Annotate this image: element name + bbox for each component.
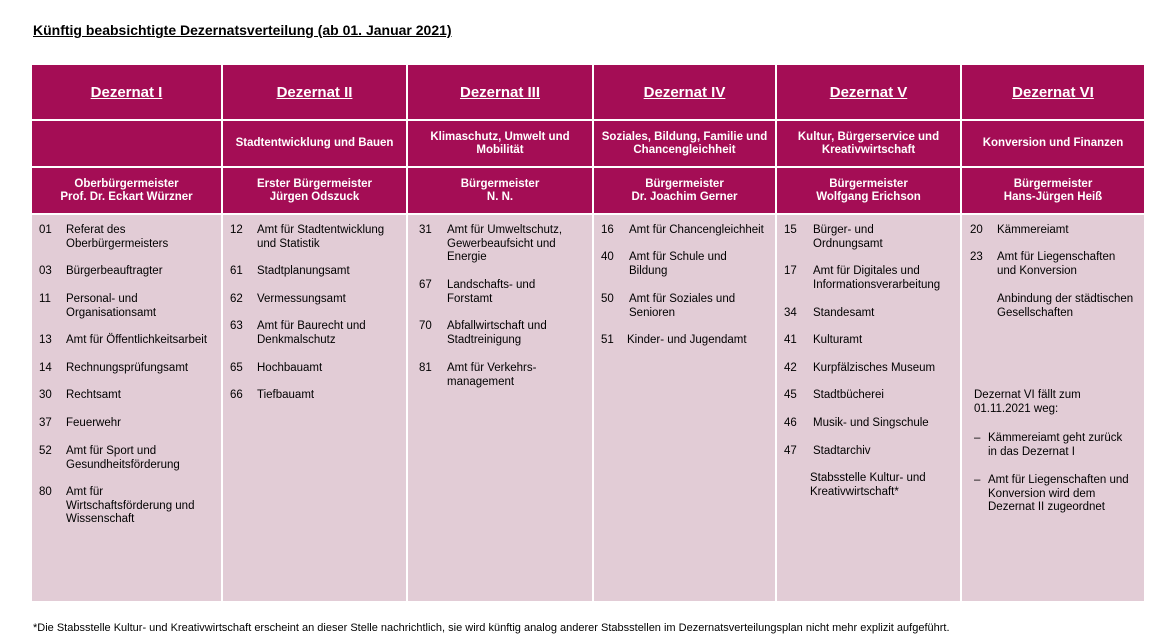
item-number: 14 bbox=[39, 362, 52, 374]
head-title: Bürgermeister bbox=[460, 177, 540, 190]
item-name: Amt für Schule und Bildung bbox=[629, 251, 727, 277]
list-item bbox=[601, 251, 775, 278]
item-number: 65 bbox=[230, 362, 243, 374]
column-header: Dezernat IV bbox=[594, 65, 775, 119]
dissolution-note: Dezernat VI fällt zum 01.11.2021 weg: bbox=[974, 389, 1081, 415]
item-number: 42 bbox=[784, 362, 797, 374]
head-name: Jürgen Odszuck bbox=[269, 190, 360, 203]
column-body bbox=[223, 215, 406, 601]
item-number: 37 bbox=[39, 417, 52, 429]
dash-bullet: – bbox=[974, 474, 981, 486]
item-number: 47 bbox=[784, 445, 797, 457]
column-body bbox=[777, 215, 960, 601]
item-name: Kurpfälzisches Museum bbox=[813, 362, 936, 374]
list-item bbox=[39, 417, 217, 431]
list-item bbox=[784, 334, 958, 348]
list-item bbox=[784, 389, 958, 403]
column-topic: Konversion und Finanzen bbox=[962, 121, 1144, 166]
item-number: 03 bbox=[39, 265, 52, 277]
head-title: Bürgermeister bbox=[1013, 177, 1093, 190]
list-item bbox=[419, 362, 589, 389]
staff-unit-note: Stabsstelle Kultur- und Kreativwirtschaft* bbox=[810, 472, 926, 498]
item-number: 16 bbox=[601, 224, 614, 236]
list-item bbox=[230, 293, 402, 307]
item-number: 50 bbox=[601, 293, 614, 305]
column-topic: Kultur, Bürgerservice und Kreativwirtschaft bbox=[777, 121, 960, 166]
item-name: Kulturamt bbox=[813, 334, 863, 346]
item-name: Stadtarchiv bbox=[813, 445, 871, 457]
item-number bbox=[970, 293, 997, 320]
item-number: 01 bbox=[39, 224, 52, 236]
item-number: 46 bbox=[784, 417, 797, 429]
item-name: Amt für Digitales und Informationsverarbeitung bbox=[813, 265, 941, 291]
list-item bbox=[970, 224, 1142, 238]
head-name: Dr. Joachim Gerner bbox=[631, 190, 738, 203]
column-head-person bbox=[32, 168, 221, 213]
item-number: 40 bbox=[601, 251, 614, 263]
item-name: Kinder- und Jugendamt bbox=[627, 334, 747, 346]
item-name: Stadtbücherei bbox=[813, 389, 884, 401]
item-name: Feuerwehr bbox=[66, 417, 121, 429]
item-number: 20 bbox=[970, 224, 983, 236]
list-item bbox=[230, 362, 402, 376]
list-item bbox=[419, 279, 589, 306]
list-item bbox=[39, 265, 217, 279]
column-head-person bbox=[594, 168, 775, 213]
item-number: 66 bbox=[230, 389, 243, 401]
list-item bbox=[784, 265, 958, 292]
document-title: Künftig beabsichtigte Dezernatsverteilung (ab 01. Januar 2021) bbox=[33, 22, 452, 38]
item-name: Bürgerbeauftragter bbox=[66, 265, 163, 277]
item-number: 12 bbox=[230, 224, 243, 236]
item-name: Amt für Chancengleichheit bbox=[629, 224, 764, 236]
column-dezernat-4 bbox=[594, 65, 775, 601]
list-item bbox=[784, 362, 958, 376]
list-item bbox=[970, 251, 1142, 278]
column-topic: Soziales, Bildung, Familie und Chancengleichheit bbox=[594, 121, 775, 166]
item-number: 70 bbox=[419, 320, 432, 332]
item-name: Amt für Wirtschaftsförderung und Wissenschaft bbox=[66, 486, 195, 525]
item-name: Tiefbauamt bbox=[257, 389, 315, 401]
list-item bbox=[601, 224, 775, 238]
item-name: Stadtplanungsamt bbox=[257, 265, 350, 277]
note-bullet bbox=[974, 432, 1139, 459]
list-item bbox=[39, 293, 217, 320]
list-item bbox=[784, 417, 958, 431]
column-topic bbox=[32, 121, 221, 166]
item-name: Amt für Umweltschutz, Gewerbeaufsicht und Energie bbox=[447, 224, 563, 263]
head-name: N. N. bbox=[486, 190, 514, 203]
head-title: Bürgermeister bbox=[645, 177, 724, 190]
item-name: Vermessungsamt bbox=[257, 293, 346, 305]
list-item bbox=[784, 307, 958, 321]
list-item bbox=[39, 445, 217, 472]
head-name: Prof. Dr. Eckart Würzner bbox=[60, 190, 193, 203]
item-name: Standesamt bbox=[813, 307, 875, 319]
item-number: 67 bbox=[419, 279, 432, 291]
item-name: Landschafts- und Forstamt bbox=[447, 279, 536, 305]
item-name: Amt für Soziales und Senioren bbox=[629, 293, 736, 319]
item-name: Hochbauamt bbox=[257, 362, 323, 374]
item-number: 15 bbox=[784, 224, 797, 236]
head-title: Bürgermeister bbox=[829, 177, 908, 190]
item-number: 52 bbox=[39, 445, 52, 457]
item-number: 41 bbox=[784, 334, 797, 346]
list-item bbox=[39, 486, 217, 527]
list-item bbox=[39, 362, 217, 376]
item-number: 30 bbox=[39, 389, 52, 401]
column-dezernat-6 bbox=[962, 65, 1144, 601]
column-header: Dezernat I bbox=[32, 65, 221, 119]
head-name: Wolfgang Erichson bbox=[816, 190, 921, 203]
column-topic: Stadtentwicklung und Bauen bbox=[223, 121, 406, 166]
list-item bbox=[39, 389, 217, 403]
column-dezernat-1 bbox=[32, 65, 221, 601]
item-number: 45 bbox=[784, 389, 797, 401]
column-header: Dezernat III bbox=[408, 65, 592, 119]
column-dezernat-3 bbox=[408, 65, 592, 601]
column-body bbox=[594, 215, 775, 601]
list-item bbox=[784, 224, 958, 251]
item-name: Amt für Öffentlichkeitsarbeit bbox=[66, 334, 208, 346]
head-title: Oberbürgermeister bbox=[74, 177, 179, 190]
column-head-person bbox=[777, 168, 960, 213]
item-name: Amt für Verkehrs-management bbox=[447, 362, 537, 388]
item-number: 62 bbox=[230, 293, 243, 305]
head-name: Hans-Jürgen Heiß bbox=[1003, 190, 1103, 203]
item-number: 31 bbox=[419, 224, 432, 236]
list-item bbox=[39, 224, 217, 251]
column-header: Dezernat VI bbox=[962, 65, 1144, 119]
item-number: 63 bbox=[230, 320, 243, 332]
note-bullet-text: Amt für Liegenschaften und Konversion wird dem Dezernat II zugeordnet bbox=[988, 474, 1129, 513]
list-item bbox=[970, 293, 1144, 320]
list-item bbox=[39, 334, 221, 348]
item-name: Amt für Stadtentwicklung und Statistik bbox=[257, 224, 385, 250]
item-name: Rechnungsprüfungsamt bbox=[66, 362, 189, 374]
column-dezernat-2 bbox=[223, 65, 406, 601]
item-number: 17 bbox=[784, 265, 797, 277]
item-name: Anbindung der städtischen Gesellschaften bbox=[997, 293, 1134, 319]
column-body bbox=[32, 215, 221, 601]
list-item bbox=[230, 224, 402, 251]
list-item bbox=[601, 293, 775, 320]
item-name: Amt für Baurecht und Denkmalschutz bbox=[257, 320, 366, 346]
head-title: Erster Bürgermeister bbox=[256, 177, 373, 190]
item-number: 23 bbox=[970, 251, 983, 263]
dezernat-table bbox=[32, 65, 1144, 601]
item-number: 51 bbox=[601, 334, 614, 346]
column-header: Dezernat II bbox=[223, 65, 406, 119]
list-item bbox=[230, 265, 402, 279]
item-name: Musik- und Singschule bbox=[813, 417, 929, 429]
column-dezernat-5 bbox=[777, 65, 960, 601]
column-head-person bbox=[223, 168, 406, 213]
list-item bbox=[419, 224, 589, 265]
list-item bbox=[784, 445, 958, 459]
column-head-person bbox=[408, 168, 592, 213]
dash-bullet: – bbox=[974, 432, 981, 444]
column-body bbox=[408, 215, 592, 601]
item-name: Bürger- und Ordnungsamt bbox=[813, 224, 883, 250]
column-header: Dezernat V bbox=[777, 65, 960, 119]
item-number: 80 bbox=[39, 486, 52, 498]
list-item bbox=[230, 389, 402, 403]
note-bullet bbox=[974, 474, 1139, 515]
column-body bbox=[962, 215, 1144, 601]
item-number: 11 bbox=[39, 293, 51, 305]
item-name: Amt für Sport und Gesundheitsförderung bbox=[66, 445, 180, 471]
item-name: Personal- und Organisationsamt bbox=[66, 293, 157, 319]
item-number: 61 bbox=[230, 265, 243, 277]
note-bullet-text: Kämmereiamt geht zurück in das Dezernat I bbox=[988, 432, 1123, 458]
item-name: Referat des Oberbürgermeisters bbox=[66, 224, 169, 250]
item-number: 81 bbox=[419, 362, 432, 374]
footnote: *Die Stabsstelle Kultur- und Kreativwirtschaft erscheint an dieser Stelle nachrichtlich, sie wird künftig analog anderer Stabsstellen im Dezernatsverteilungsplan nicht mehr explizit aufgeführt. bbox=[33, 622, 950, 634]
list-item bbox=[230, 320, 402, 347]
list-item bbox=[419, 320, 589, 347]
item-name: Kämmereiamt bbox=[997, 224, 1069, 236]
column-head-person bbox=[962, 168, 1144, 213]
item-number: 13 bbox=[39, 334, 52, 346]
item-name: Abfallwirtschaft und Stadtreinigung bbox=[447, 320, 547, 346]
item-name: Amt für Liegenschaften und Konversion bbox=[997, 251, 1116, 277]
item-number: 34 bbox=[784, 307, 797, 319]
list-item bbox=[601, 334, 775, 348]
item-name: Rechtsamt bbox=[66, 389, 121, 401]
column-topic: Klimaschutz, Umwelt und Mobilität bbox=[408, 121, 592, 166]
